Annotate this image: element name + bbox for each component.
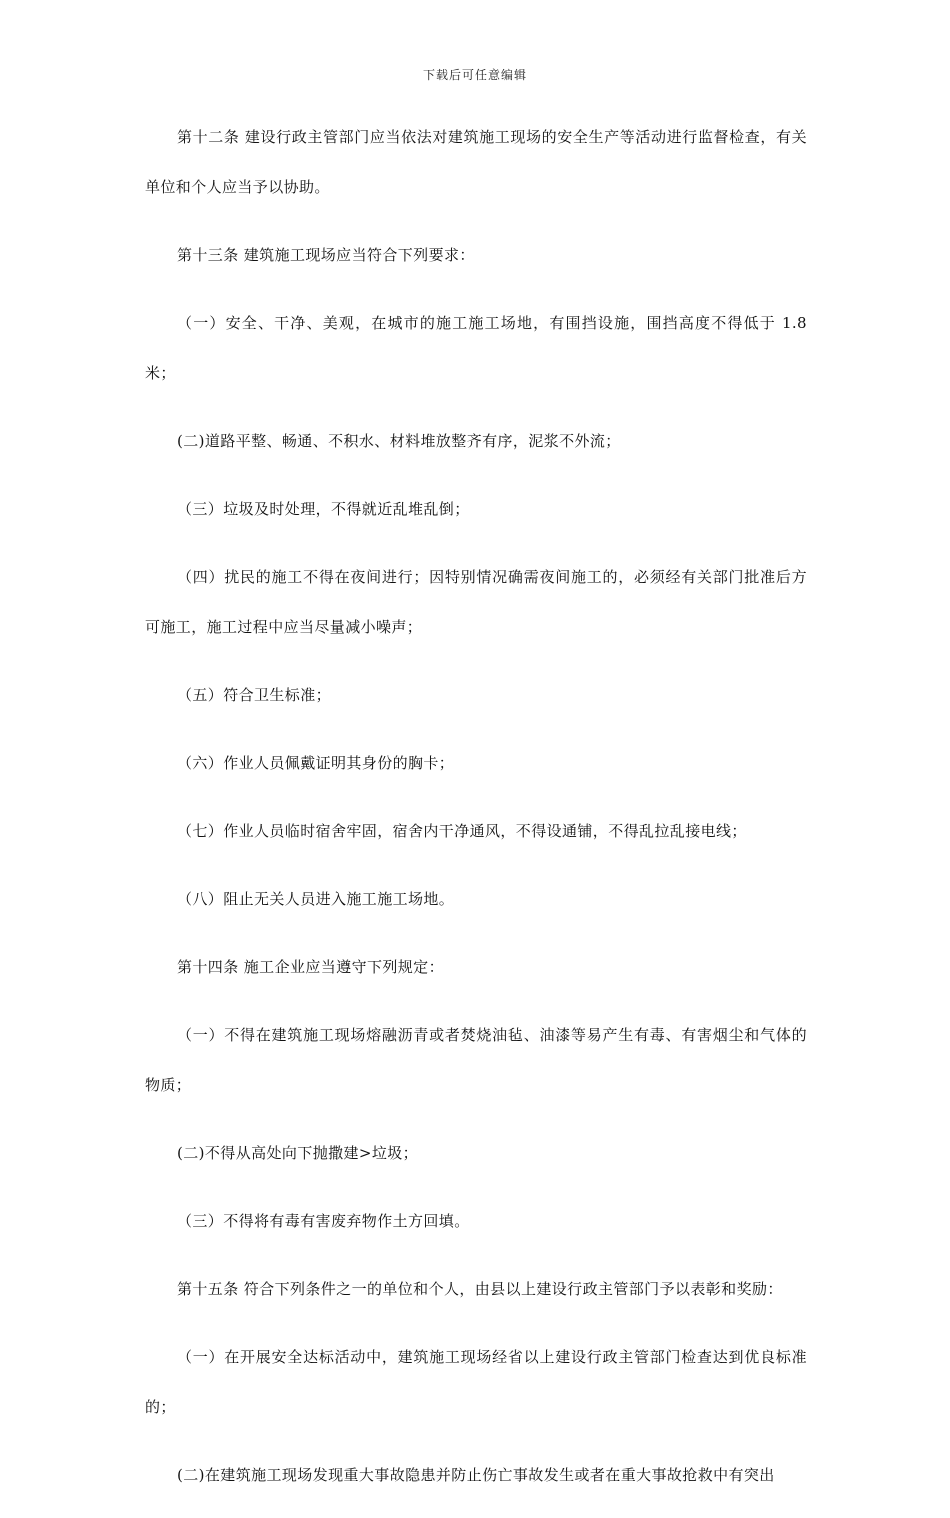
paragraph-item: （四）扰民的施工不得在夜间进行；因特别情况确需夜间施工的，必须经有关部门批准后方可施工，施工过程中应当尽量减小噪声； [145,568,807,636]
paragraph-item: （八）阻止无关人员进入施工施工场地。 [177,890,455,908]
paragraph-item: （七）作业人员临时宿舍牢固，宿舍内干净通风，不得设通铺，不得乱拉乱接电线； [177,822,747,840]
page-header: 下载后可任意编辑 [422,68,527,82]
paragraph-item: （一）安全、干净、美观，在城市的施工施工场地，有围挡设施，围挡高度不得低于 1.8 米； [145,314,807,382]
paragraph-item: （六）作业人员佩戴证明其身份的胸卡； [177,754,455,772]
paragraph-item: (二)在建筑施工现场发现重大事故隐患并防止伤亡事故发生或者在重大事故抢救中有突出 [177,1466,775,1484]
paragraph-item: （一）在开展安全达标活动中，建筑施工现场经省以上建设行政主管部门检查达到优良标准的； [145,1348,807,1416]
paragraph-item: (二)不得从高处向下抛撒建>垃圾； [177,1144,419,1162]
paragraph-article-12: 第十二条 建设行政主管部门应当依法对建筑施工现场的安全生产等活动进行监督检查，有关单位和个人应当予以协助。 [145,128,807,196]
paragraph-article-15: 第十五条 符合下列条件之一的单位和个人，由县以上建设行政主管部门予以表彰和奖励： [177,1280,783,1298]
paragraph-item: （三）垃圾及时处理，不得就近乱堆乱倒； [177,500,470,518]
paragraph-item: （三）不得将有毒有害废弃物作土方回填。 [177,1212,470,1230]
paragraph-item: （一）不得在建筑施工现场熔融沥青或者焚烧油毡、油漆等易产生有毒、有害烟尘和气体的物质； [145,1026,807,1094]
paragraph-article-13: 第十三条 建筑施工现场应当符合下列要求： [177,246,475,264]
document-body [145,112,807,1518]
paragraph-article-14: 第十四条 施工企业应当遵守下列规定： [177,958,444,976]
paragraph-item: (二)道路平整、畅通、不积水、材料堆放整齐有序，泥浆不外流； [177,432,621,450]
paragraph-item: （五）符合卫生标准； [177,686,332,704]
